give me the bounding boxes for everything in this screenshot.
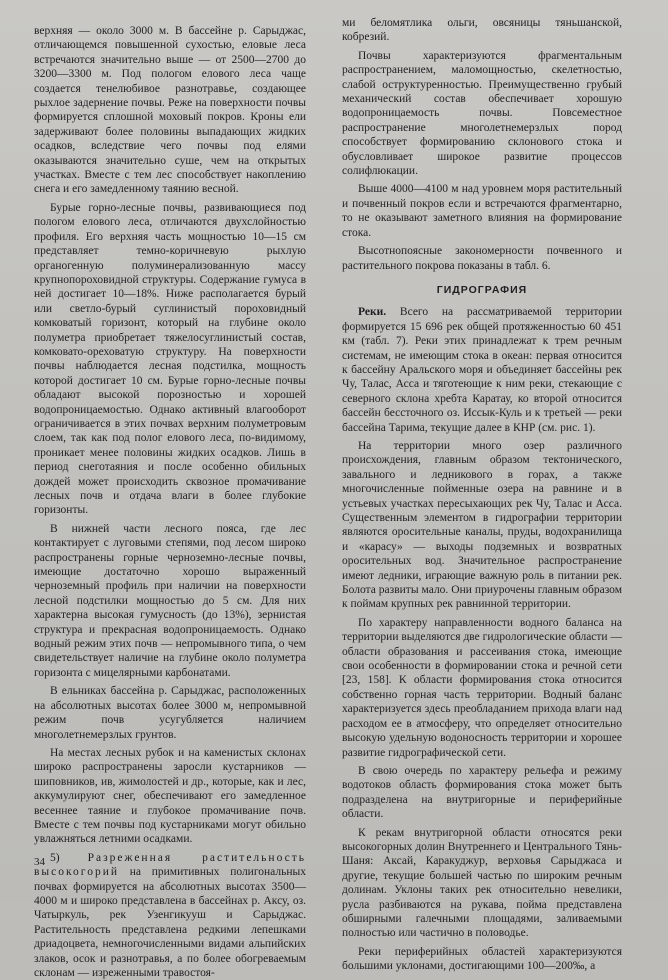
left-column (34, 24, 306, 979)
paragraph: Выше 4000—4100 м над уровнем моря растительный и почвенный покров если и встречаются фрагментарно, то не оказывают заметного влияния на формирование стока. (342, 183, 622, 239)
paragraph-text: Всего на рассматриваемой территории формируется 15 696 рек общей протяженностью 60 451 км (табл. 7). Реки этих принадлежат к трем речным системам, не имеющим стока в океан: первая относится к бассейну Аральского моря и объединяет бассейны рек Чу, Талас, Асса и тяготеющие к ним реки, стекающие с северного склона хребта Каратау, ко второй относится бассейн бессточного оз. Иссык-Куль и к третьей — реки бассейна Тарима, текущие далее в КНР (см. рис. 1). (342, 306, 622, 434)
paragraph: Реки периферийных областей характеризуются большими уклонами, достигающими 100—200‰, а (342, 945, 622, 973)
paragraph-text: на примитивных полигональных почвах формируется на абсолютных высотах 3500—4000 м и широко представлена в бассейнах р. Аксу, оз. Чатыркуль, рек Узенгикууш и Сарыджас. Растительность представлена редкими лепешками дриадоцвета, немногочисленными видами альпийских злаков, осок и разнотравья, а по более обогреваемым склонам — изреженными травостоя- (34, 866, 306, 979)
section-term: Разреженная растительность высокогорий (34, 851, 306, 879)
paragraph: К рекам внутригорной области относятся реки высокогорных долин Внутреннего и Центрального Тянь-Шаня: Аксай, Каракуджур, верховья Сарыджаса и другие, текущие большей частью по широким речным долинам. Уклоны таких рек относительно невелики, русла разбиваются на рукава, пойма представлена обширными галечными площадями, заливаемыми полностью или частично в половодье. (342, 826, 622, 940)
paragraph: В ельниках бассейна р. Сарыджас, расположенных на абсолютных высотах более 3000 м, непромывной режим почв усугубляется наличием многолетнемерзлых грунтов. (34, 685, 306, 741)
right-column (342, 16, 622, 973)
paragraph: В свою очередь по характеру рельефа и режиму водотоков область формирования стока может быть подразделена на внутригорные и периферийные области. (342, 764, 622, 821)
paragraph (342, 305, 622, 435)
page-number: 34 (34, 856, 45, 868)
paragraph: Высотнопоясные закономерности почвенного и растительного покрова показаны в табл. 6. (342, 245, 622, 272)
paragraph: На территории много озер различного происхождения, главным образом тектонического, завального и ледникового в горах, а также многочисленные пойменные озера на равнине и в устьевых участках пересыхающих рек Чу, Талас и Асса. Существенным элементом в гидрографии территории являются оросительные каналы, пруды, водохранилища и «карасу» — выходы подземных и возвратных оросительных вод. Значительное распространение имеют ледники, играющие важную роль в питании рек. Болота развиты мало. Они приурочены главным образом к поймам крупных рек равнинной территории. (342, 439, 622, 611)
paragraph: Бурые горно-лесные почвы, развивающиеся под пологом елового леса, отличаются двухслойностью профиля. Его верхняя часть мощностью 10—15 см представляет темно-коричневую рыхлую органогенную полуминерализованную массу крупнопороховидной структуры. Содержание гумуса в ней достигает 10—18%. Ниже располагается бурый или светло-бурый суглинистый пороховидный комковатый горизонт, который на глубине около полуметра приобретает тяжелосуглинистый состав, комковато-ореховатую структуру. На поверхности почвы наблюдается лесная подстилка, мощность которой достигает 10 см. Бурые горно-лесные почвы обладают высокой порозностью и хорошей водопроницаемостью. Однако активный влагооборот ограничивается в этих почвах верхним полуметровым слоем, так как под полог елового леса, по-видимому, проникает менее половины жидких осадков. Лишь в период снеготаяния и после особенно обильных дождей может происходить сквозное промачивание лесных почв и отдача влаги в более глубокие горизонты. (34, 201, 306, 517)
paragraph (34, 851, 306, 980)
paragraph: верхняя — около 3000 м. В бассейне р. Сарыджас, отличающемся повышенной сухостью, еловые леса встречаются значительно выше — от 2500—2700 до 3200—3300 м. Под пологом елового леса чаще создается тенелюбивое разнотравье, создающее рыхлое задернение почвы. Реже на поверхности почвы формируется сплошной моховый покров. Кроны ели задерживают более половины выпадающих жидких осадков, вследствие чего почвы под елями оказываются значительно суше, чем на открытых участках. Вместе с тем лес способствует накоплению снега и его замедленному таянию весной. (34, 25, 306, 196)
list-number: 5) (50, 851, 88, 864)
section-heading: ГИДРОГРАФИЯ (436, 283, 528, 296)
paragraph: На местах лесных рубок и на каменистых склонах широко распространены заросли кустарников — шиповников, ив, жимолостей и др., которые, как и лес, аккумулируют снег, обеспечивают его замедленное весеннее таяние и глубокое промачивание почв. Вместе с тем почвы под кустарниками могут обильно увлажняться летними осадками. (34, 746, 306, 846)
paragraph: Почвы характеризуются фрагментальным распространением, маломощностью, скелетностью, слабой оструктуренностью. Преимущественно грубый механический состав обеспечивает хорошую водопроницаемость почвы. Повсеместное распространение многолетнемерзлых пород способствует формированию склонового стока и обусловливает широкое развитие процессов солифлюкации. (342, 49, 622, 178)
paragraph: ми беломятлика ольги, овсяницы тяньшанской, кобрезий. (342, 17, 622, 44)
run-in-heading: Реки. (358, 306, 387, 319)
paragraph: По характеру направленности водного баланса на территории выделяются две гидрологические области — области образования и рассеивания стока, имеющие свои особенности в формировании стока и речной сети [23, 158]. К области формирования стока относится собственно горная часть территории. Водный баланс характеризуется здесь преобладанием прихода влаги над расходом ее в атмосферу, что определяет относительно высокую удельную водоносность территории и хорошее развитие гидрографической сети. (342, 616, 622, 759)
paragraph: В нижней части лесного пояса, где лес контактирует с луговыми степями, под лесом широко распространены горные черноземно-лесные почвы, имеющие достаточно хорошо выраженный черноземный профиль при наличии на поверхности лесной подстилки мощностью до 5 см. Для них характерна высокая гумусность (до 13%), зернистая структура и прекрасная водопроницаемость. Однако водный режим этих почв — непромывного типа, о чем свидетельствует наличие на глубине около полуметра горизонта с мицелярными карбонатами. (34, 522, 306, 679)
